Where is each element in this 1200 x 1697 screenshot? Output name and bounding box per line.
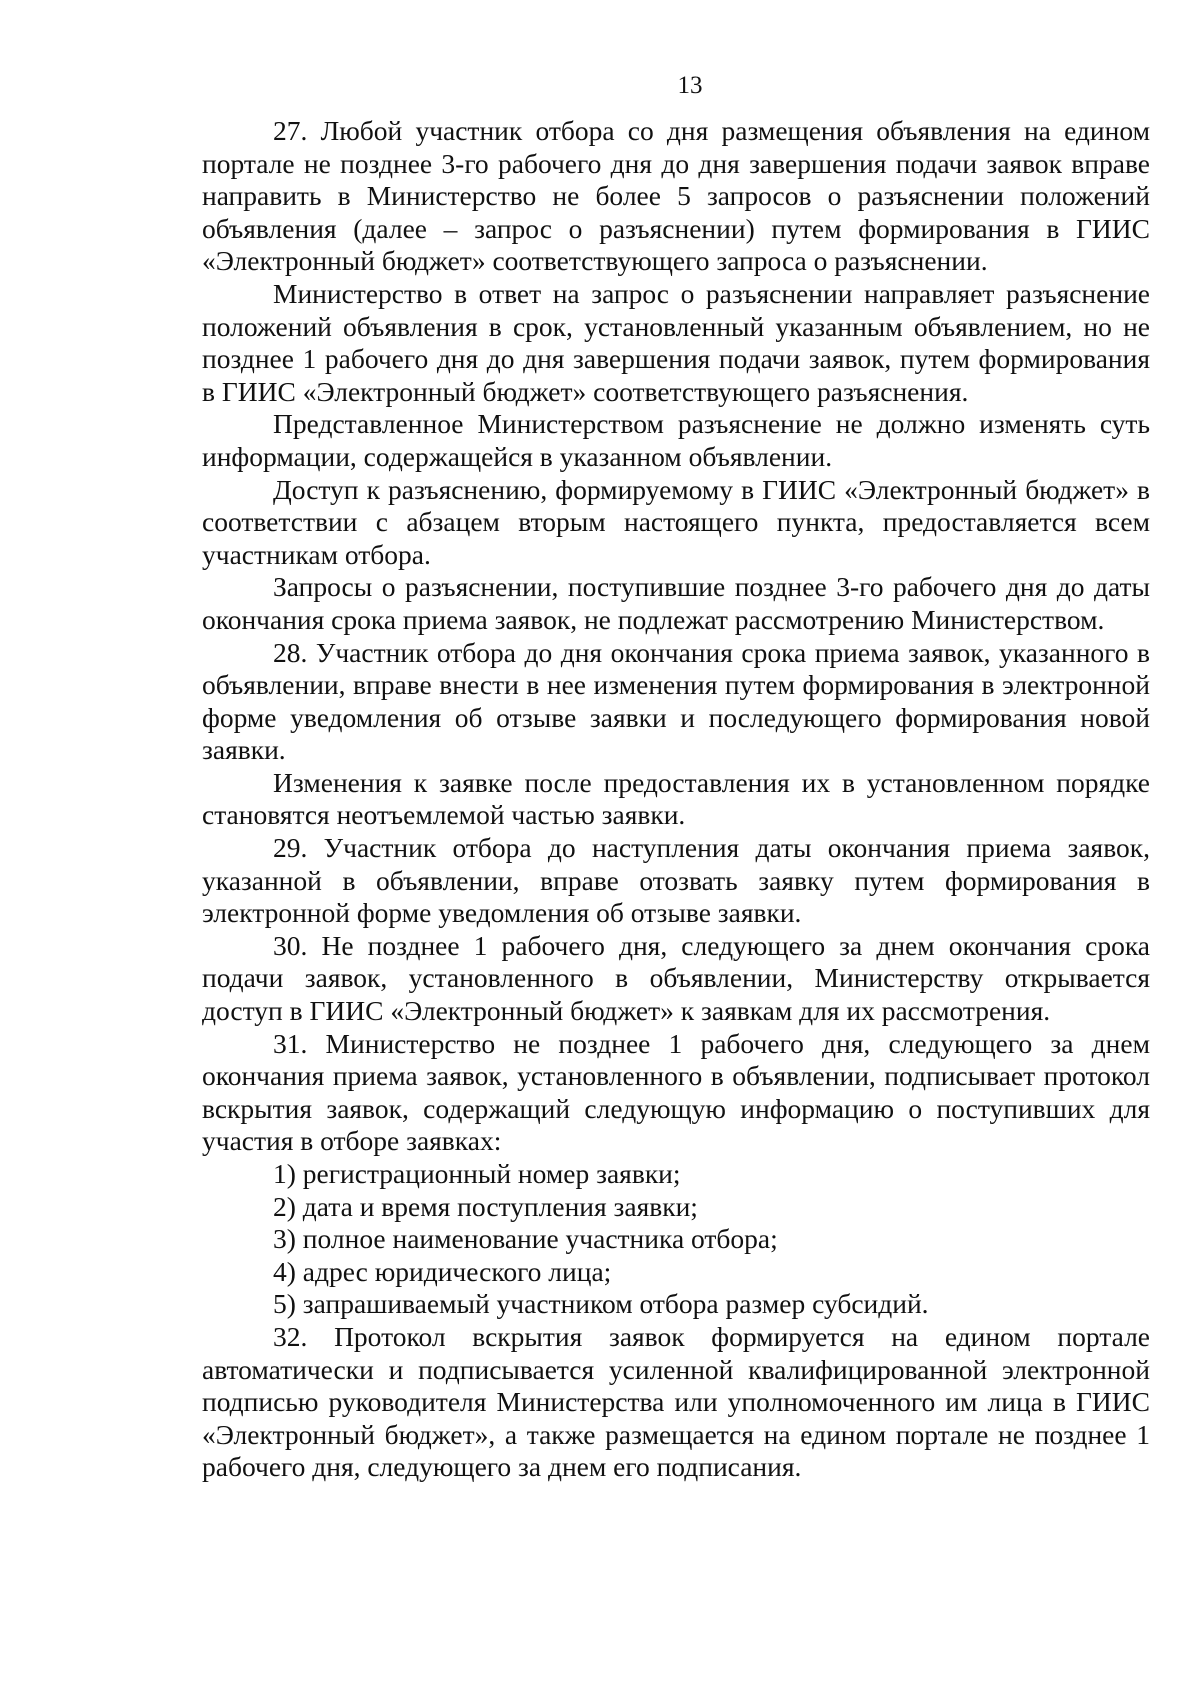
- paragraph-27-clarification-scope: Представленное Министерством разъяснение не должно изменять суть информации, содержащейся в указанном объявлении.: [202, 408, 1150, 472]
- paragraph-29: 29. Участник отбора до наступления даты окончания приема заявок, указанной в объявлении, вправе отозвать заявку путем формирования в электронной форме уведомления об отзыве заявки.: [202, 832, 1150, 929]
- paragraph-28: 28. Участник отбора до дня окончания срока приема заявок, указанного в объявлении, вправе внести в нее изменения путем формирования в электронной форме уведомления об отзыве заявки и последующего формирования новой заявки.: [202, 636, 1150, 766]
- list-item-3: 3) полное наименование участника отбора;: [273, 1223, 778, 1255]
- page-number: 13: [677, 72, 703, 99]
- paragraph-31: 31. Министерство не позднее 1 рабочего дня, следующего за днем окончания приема заявок, установленного в объявлении, подписывает протокол вскрытия заявок, содержащий следующую информацию о поступивших для участия в отборе заявках:: [202, 1027, 1150, 1157]
- paragraph-27: 27. Любой участник отбора со дня размещения объявления на едином портале не позднее 3-го рабочего дня до дня завершения подачи заявок вправе направить в Министерство не более 5 запросов о разъяснении положений объявления (далее – запрос о разъяснении) путем формирования в ГИИС «Электронный бюджет» соответствующего запроса о разъяснении.: [202, 115, 1150, 277]
- paragraph-30: 30. Не позднее 1 рабочего дня, следующего за днем окончания срока подачи заявок, установленного в объявлении, Министерству открывается доступ в ГИИС «Электронный бюджет» к заявкам для их рассмотрения.: [202, 929, 1150, 1027]
- paragraph-27-late-requests: Запросы о разъяснении, поступившие позднее 3-го рабочего дня до даты окончания срока приема заявок, не подлежат рассмотрению Министерством.: [202, 571, 1150, 635]
- list-item-5: 5) запрашиваемый участником отбора размер субсидий.: [273, 1288, 929, 1320]
- paragraph-28-changes: Изменения к заявке после предоставления их в установленном порядке становятся неотъемлемой частью заявки.: [202, 766, 1150, 831]
- list-item-4: 4) адрес юридического лица;: [273, 1255, 612, 1287]
- list-item-2: 2) дата и время поступления заявки;: [273, 1190, 698, 1222]
- paragraph-27-response: Министерство в ответ на запрос о разъяснении направляет разъяснение положений объявления в срок, установленный указанным объявлением, но не позднее 1 рабочего дня до дня завершения подачи заявок, путем формирования в ГИИС «Электронный бюджет» соответствующего разъяснения.: [202, 277, 1150, 407]
- document-body: [202, 115, 1150, 1484]
- paragraph-27-access: Доступ к разъяснению, формируемому в ГИИС «Электронный бюджет» в соответствии с абзацем вторым настоящего пункта, предоставляется всем участникам отбора.: [202, 473, 1150, 570]
- paragraph-32: 32. Протокол вскрытия заявок формируется на едином портале автоматически и подписывается усиленной квалифицированной электронной подписью руководителя Министерства или уполномоченного им лица в ГИИС «Электронный бюджет», а также размещается на едином портале не позднее 1 рабочего дня, следующего за днем его подписания.: [202, 1320, 1150, 1483]
- list-item-1: 1) регистрационный номер заявки;: [273, 1158, 681, 1189]
